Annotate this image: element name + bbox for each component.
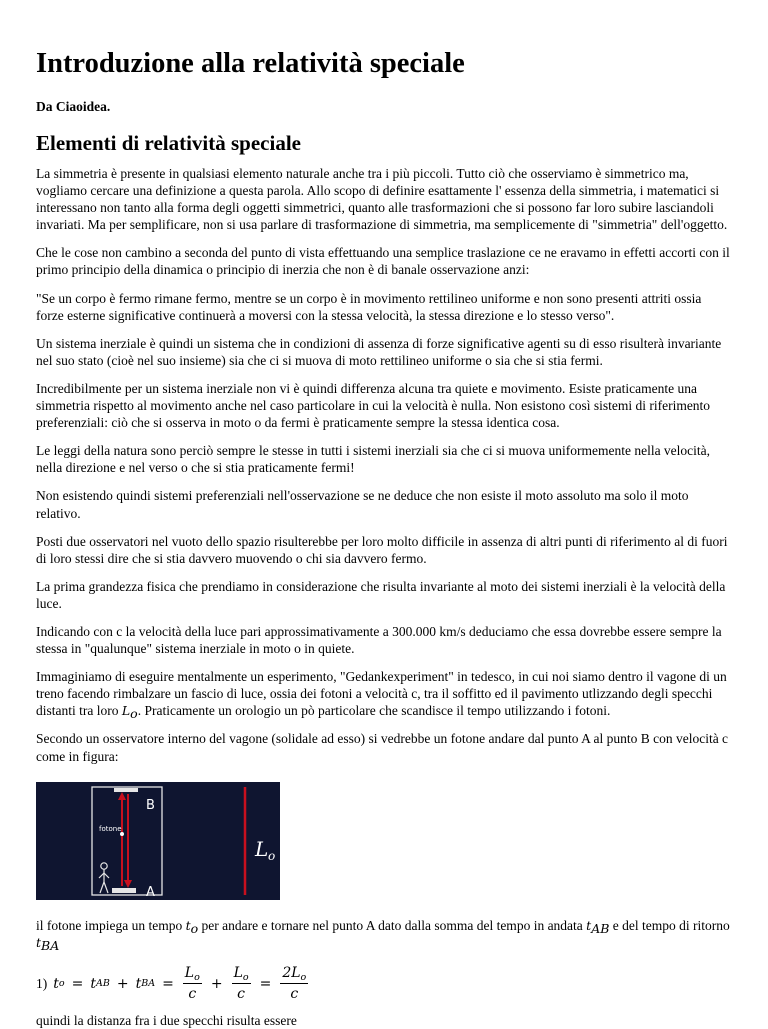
- paragraph-1: La simmetria è presente in qualsiasi elemento naturale anche tra i più piccoli. Tutto ciò che osserviamo è simmetrico ma, vogliamo cercare una definizione a questa parola. Allo scopo di definire esattamente l' essenza della simmetria, i matematici si interessano non tanto alla forma degli oggetti simmetrici, quanto alle trasformazioni che si possono far loro subire lasciandoli invariati. Ma per semplificare, non si usa parlare di trasformazione di simmetria, ma semplicemente di "simmetria" dell'oggetto.: [36, 166, 728, 233]
- paragraph-10: Indicando con c la velocità della luce pari approssimativamente a 300.000 km/s deduciamo che essa dovrebbe essere sempre la stessa in "qualunque" sistema inerziale in moto o in quiete.: [36, 623, 722, 657]
- figure-background: [36, 782, 280, 900]
- paragraph-3: "Se un corpo è fermo rimane fermo, mentre se un corpo è in movimento rettilineo uniforme e non sono presenti attriti ossia forze esterne significative continuerà a moversi con la stessa velocità, la stessa direzione e lo stesso verso".: [36, 290, 702, 323]
- figure-photon-clock: [36, 782, 280, 900]
- label-A: A: [146, 884, 155, 900]
- paragraph-gedanken: Immaginiamo di eseguire mentalmente un esperimento, "Gedankexperiment" in tedesco, in cui noi siamo dentro il vagone di un treno facendo rimbalzare un fascio di luce, ossia dei fotoni a velocità c, tra il soffitto ed il pavimento utlizzando degli specchi distanti tra loro $L_o$. Praticamente un orologio un pò particolare che scandisce il tempo utilizzando i fotoni.: [36, 669, 727, 722]
- label-B: B: [146, 797, 155, 813]
- photon-clock-image: [36, 782, 280, 900]
- section-title: Elementi di relatività speciale: [36, 131, 301, 155]
- paragraph-observer: Secondo un osservatore interno del vagone (solidale ad esso) si vedrebbe un fotone andare dal punto A al punto B con velocità c come in figura:: [36, 731, 729, 764]
- equation-1: 1) t o = t AB + t BA = $\frac{L_o}{c}$ + $\frac{L_o}{c}$ = $\frac{2L_o}{c}$: [36, 965, 307, 1003]
- label-L-sub: o: [268, 848, 276, 863]
- page-title: Introduzione alla relatività speciale: [36, 48, 465, 79]
- paragraph-9: La prima grandezza fisica che prendiamo in considerazione che risulta invariante al moto dei sistemi inerziali è la velocità della luce.: [36, 578, 726, 611]
- math-L: L: [121, 703, 131, 719]
- equation-number: 1): [36, 975, 48, 991]
- fraction-L-over-c-2: $\frac{L_o}{c}$: [233, 965, 249, 1003]
- paragraph-4: Un sistema inerziale è quindi un sistema che in condizioni di assenza di forze significative agenti su di esso risulterà invariante nel suo stato (cioè nel suo insieme) sia che ci si muova di moto rettilineo uniforme o sia che si stia fermi.: [36, 335, 722, 368]
- paragraph-8: Posti due osservatori nel vuoto dello spazio risulterebbe per loro molto difficile in assenza di altri punti di riferimento al di fuori di loro stessi dire che si stia davvero muovendo o chi sia davvero fermo.: [36, 533, 728, 566]
- mirror-top: [114, 788, 138, 792]
- paragraph-5: Incredibilmente per un sistema inerziale non vi è quindi differenza alcuna tra quiete e movimento. Esiste praticamente una simmetria rispetto al movimento anche nel caso particolare in cui la velocità è nulla. Non esistono così sistemi di riferimento preferenziali: ciò che si osserva in moto o da fermi è praticamente sempre la stessa identica cosa.: [36, 380, 711, 431]
- paragraph-6: Le leggi della natura sono perciò sempre le stesse in tutti i sistemi inerziali sia che ci si muova uniformemente nella velocità, nella direzione e nel verso o che si stia praticamente fermi!: [36, 443, 711, 476]
- paragraph-caption: il fotone impiega un tempo $t_o$ per andare e tornare nel punto A dato dalla somma del tempo in andata $t_{AB}$ e del tempo di ritorno $t_{BA}$: [36, 917, 730, 953]
- paragraph-7: Non esistendo quindi sistemi preferenziali nell'osservazione se ne deduce che non esiste il moto assoluto ma solo il moto relativo.: [36, 488, 689, 521]
- label-photon: fotone: [99, 824, 122, 833]
- paragraph-2: Che le cose non cambino a seconda del punto di vista effettuando una semplice traslazione ce ne eravamo in effetti accorti con il primo principio della dinamica o principio di inerzia che non è di banale osservazione anzi:: [36, 245, 730, 278]
- label-L: L: [255, 836, 269, 861]
- fraction-L-over-c: $\frac{L_o}{c}$: [184, 965, 200, 1003]
- mirror-bottom: [112, 888, 136, 893]
- paragraph-last: quindi la distanza fra i due specchi risulta essere: [36, 1012, 297, 1028]
- byline: Da Ciaoidea.: [36, 99, 111, 114]
- fraction-2L-over-c: $\frac{2L_o}{c}$: [282, 965, 307, 1003]
